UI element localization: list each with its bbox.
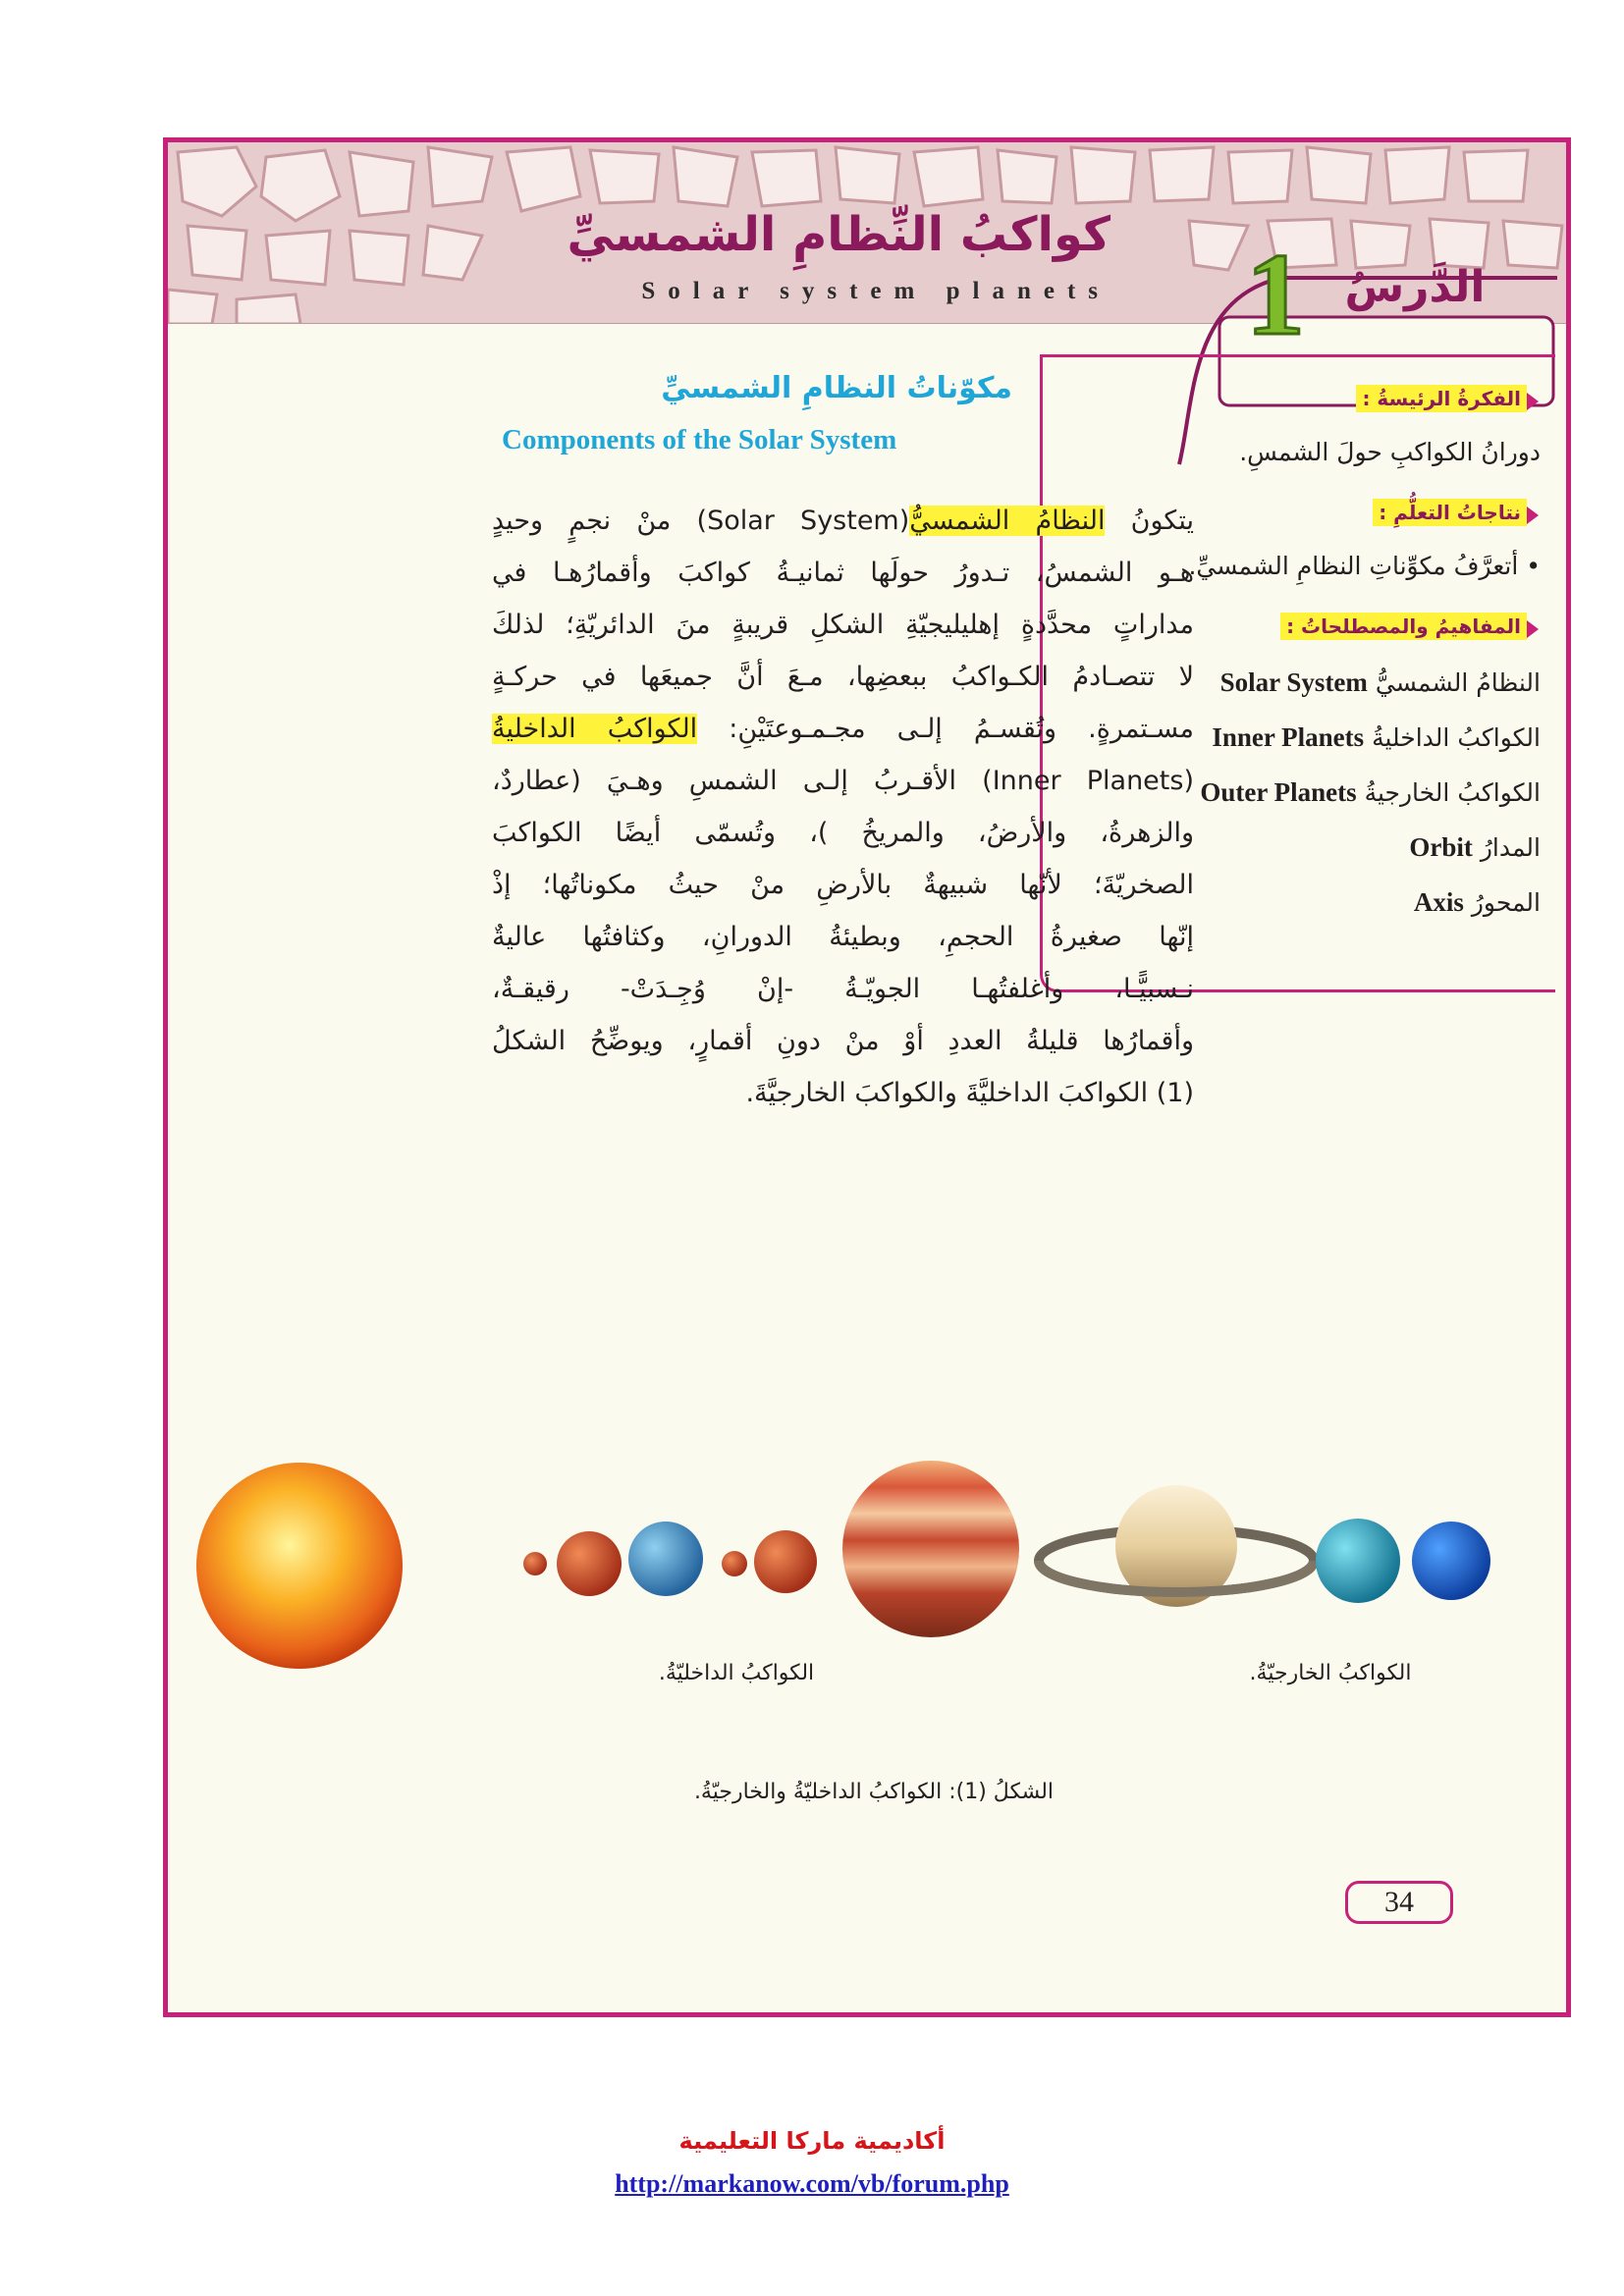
body-paragraph-line: لا تتصـادمُ الكـواكبُ ببعضِها، مـعَ أنَّ جميعَها في حركـةٍ (492, 662, 1194, 692)
body-paragraph-line: يتكونُ النظامُ الشمسيُّ(Solar System) منْ نجمٍ وحيدٍ (492, 506, 1194, 536)
body-paragraph-line: (Inner Planets) الأقـربُ إلـى الشمسِ وهـيَ (عطاردٌ، (492, 766, 1194, 796)
triangle-arrow-icon (1527, 620, 1539, 638)
jupiter-image (842, 1461, 1019, 1637)
triangle-arrow-icon (1527, 393, 1539, 410)
body-paragraph-line: مداراتٍ محدَّدةٍ إهليليجيّةِ الشكلِ قريبةٍ منَ الدائريّةِ؛ لذلكَ (492, 610, 1194, 640)
body-paragraph-line: (1) الكواكبَ الداخليَّةَ والكواكبَ الخارجيَّةَ. (745, 1078, 1194, 1108)
terms-heading: المفاهيمُ والمصطلحاتُ : (1280, 614, 1541, 638)
body-paragraph-line: هـو الشمسُ، تـدورُ حولَها ثمانيـةُ كواكبَ وأقمارُهـا في (492, 558, 1194, 588)
earth-moon-image (722, 1551, 747, 1576)
saturn-image (1039, 1485, 1314, 1607)
section-title-arabic: مكوّناتُ النظامِ الشمسيِّ (661, 371, 1012, 405)
lesson-title-arabic: كواكبُ النِّظامِ الشمسيِّ (567, 207, 1110, 262)
section-title-english: Components of the Solar System (502, 424, 897, 455)
body-paragraph-line: وأقمارُها قليلةُ العددِ أوْ منْ دونِ أقمارٍ، ويوضِّحُ الشكلُ (492, 1026, 1194, 1056)
body-paragraph-line: الصخريّةَ؛ لأنّها شبيهةٌ بالأرضِ منْ حيثُ مكوناتُها؛ إذْ (492, 870, 1194, 900)
mars-image (754, 1530, 817, 1593)
body-paragraph-line: إنّها صغيرةُ الحجمِ، وبطيئةُ الدورانِ، وكثافتُها عاليةٌ (492, 922, 1194, 952)
page-number: 34 (1345, 1881, 1453, 1924)
neptune-image (1412, 1522, 1490, 1600)
term-item: الكواكبُ الداخليةُ Inner Planets (1212, 722, 1541, 752)
mercury-image (523, 1552, 547, 1575)
term-item: الكواكبُ الخارجيةُ Outer Planets (1200, 777, 1541, 807)
term-item: المدارُ Orbit (1409, 832, 1541, 862)
outer-planets-label: الكواكبُ الخارجيّةُ. (1249, 1661, 1412, 1685)
lesson-number: 1 (1246, 229, 1305, 359)
lesson-label: الدَّرسُ (1344, 262, 1486, 312)
figure-caption: الشكلُ (1): الكواكبُ الداخليّةُ والخارجيّةُ. (693, 1780, 1055, 1804)
term-item: النظامُ الشمسيُّ Solar System (1219, 667, 1541, 697)
lesson-title-english: Solar system planets (641, 278, 1110, 304)
main-idea-text: دورانُ الكواكبِ حولَ الشمسِ. (1239, 438, 1541, 466)
highlighted-term: النظامُ الشمسيُّ (909, 506, 1106, 536)
solar-system-figure (196, 1418, 1532, 1742)
bullet-icon: • (1518, 552, 1541, 580)
inner-planets-label: الكواكبُ الداخليّةُ. (658, 1661, 815, 1685)
venus-image (557, 1531, 622, 1596)
highlighted-term: الكواكبُ الداخليةُ (492, 714, 698, 744)
body-paragraph-line: مسـتمرةٍ. وتُقسـمُ إلـى مجـمـوعتَيْنِ: الكواكبُ الداخليةُ (492, 714, 1194, 744)
outcomes-heading: نتاجاتُ التعلُّمِ : (1373, 501, 1541, 524)
triangle-arrow-icon (1527, 507, 1539, 524)
main-idea-heading: الفكرةُ الرئيسةُ : (1356, 387, 1541, 410)
uranus-image (1316, 1519, 1400, 1603)
footer-link[interactable]: http://markanow.com/vb/forum.php (615, 2169, 1009, 2198)
outcome-item: • أتعرَّفُ مكوِّناتِ النظامِ الشمسيِّ. (1188, 552, 1541, 580)
sun-image (196, 1463, 403, 1669)
term-item: المحورُ Axis (1413, 887, 1541, 917)
body-paragraph-line: والزهرةُ، والأرضُ، والمريخُ )، وتُسمّى أيضًا الكواكبَ (492, 818, 1194, 848)
footer-organization: أكاديمية ماركا التعليمية (678, 2127, 946, 2155)
body-paragraph-line: نـسبيًّـا، وأغلفتُهـا الجويّـةُ -إنْ وُجِـدَتْ- رقيقـةٌ، (492, 974, 1194, 1004)
earth-image (628, 1522, 703, 1596)
